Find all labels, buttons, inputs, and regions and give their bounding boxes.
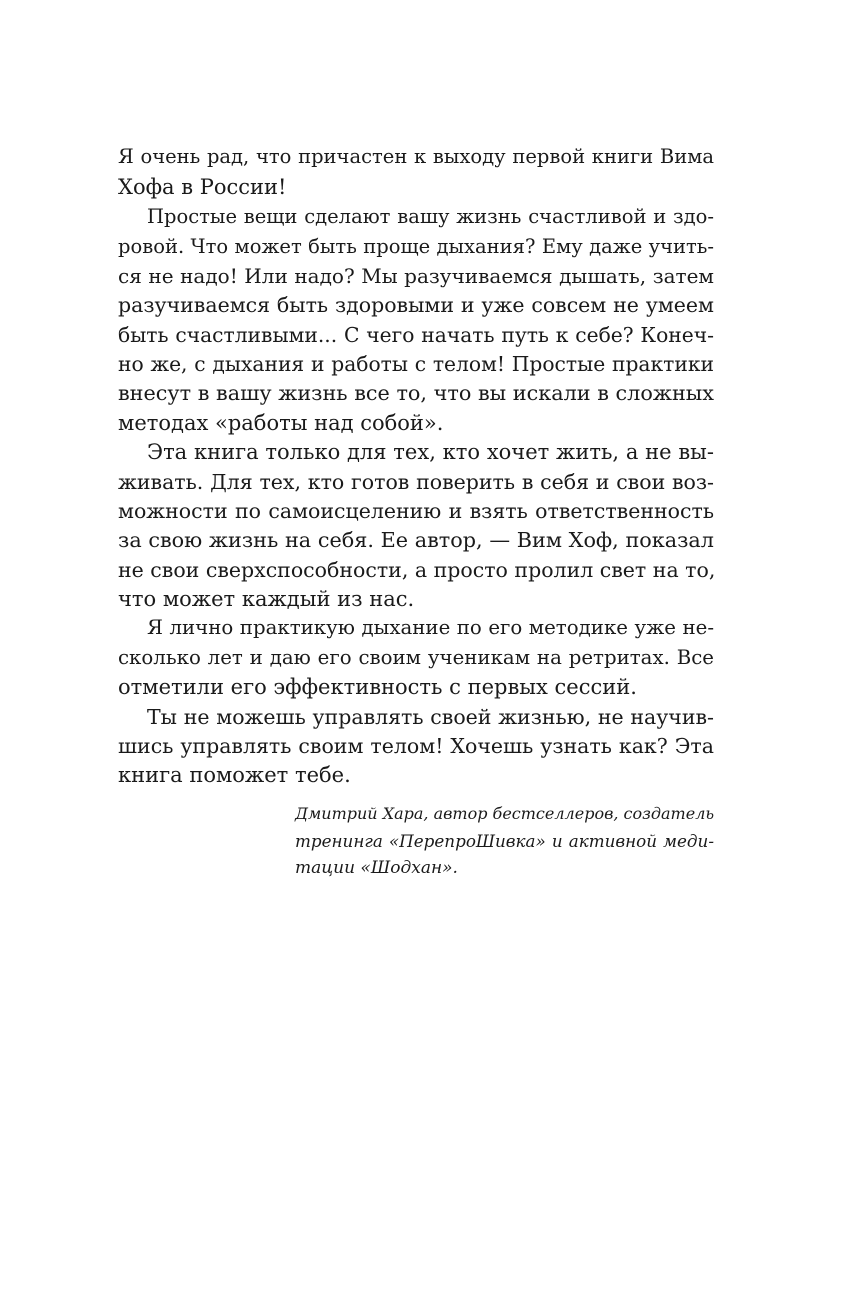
paragraph-3-line-1: Эта книга только для тех, кто хочет жить, а не вы- bbox=[147, 440, 714, 464]
paragraph-2-line-6: но же, с дыхания и работы с телом! Простые практики bbox=[118, 352, 714, 376]
paragraph-5-line-3: книга поможет тебе. bbox=[118, 763, 351, 787]
paragraph-3-line-6: что может каждый из нас. bbox=[118, 587, 415, 611]
paragraph-3-line-4: за свою жизнь на себя. Ее автор, — Вим Хоф, показал bbox=[118, 528, 714, 552]
paragraph-2-line-5: быть счастливыми... С чего начать путь к себе? Конеч- bbox=[118, 323, 714, 347]
paragraph-2-line-8: методах «работы над собой». bbox=[118, 411, 444, 435]
paragraph-2-line-7: внесут в вашу жизнь все то, что вы искали в сложных bbox=[118, 381, 714, 405]
paragraph-2-line-2: ровой. Что может быть проще дыхания? Ему даже учить- bbox=[118, 235, 714, 258]
paragraph-2-line-3: ся не надо! Или надо? Мы разучиваемся дышать, затем bbox=[118, 264, 714, 288]
paragraph-5-line-1: Ты не можешь управлять своей жизнью, не научив- bbox=[147, 705, 714, 729]
paragraph-5-line-2: шись управлять своим телом! Хочешь узнать как? Эта bbox=[118, 734, 714, 758]
paragraph-1-line-1: Я очень рад, что причастен к выходу первой книги Вима bbox=[118, 145, 714, 168]
paragraph-3-line-3: можности по самоисцелению и взять ответственность bbox=[118, 499, 714, 523]
paragraph-4-line-2: сколько лет и даю его своим ученикам на ретритах. Все bbox=[118, 646, 714, 669]
signature-line-3: тации «Шодхан». bbox=[295, 858, 458, 878]
paragraph-4-line-3: отметили его эффективность с первых сессий. bbox=[118, 675, 637, 699]
paragraph-3-line-2: живать. Для тех, кто готов поверить в себя и свои воз- bbox=[118, 470, 714, 494]
paragraph-3-line-5: не свои сверхспособности, а просто пролил свет на то, bbox=[118, 558, 716, 582]
signature-line-1: Дмитрий Хара, автор бестселлеров, создатель bbox=[295, 804, 715, 823]
paragraph-1-line-2: Хофа в России! bbox=[118, 175, 287, 199]
paragraph-2-line-4: разучиваемся быть здоровыми и уже совсем не умеем bbox=[118, 293, 714, 317]
paragraph-4-line-1: Я лично практикую дыхание по его методике уже не- bbox=[147, 616, 714, 639]
signature-line-2: тренинга «ПерепроШивка» и активной меди- bbox=[295, 831, 714, 851]
paragraph-2-line-1: Простые вещи сделают вашу жизнь счастливой и здо- bbox=[147, 205, 714, 228]
